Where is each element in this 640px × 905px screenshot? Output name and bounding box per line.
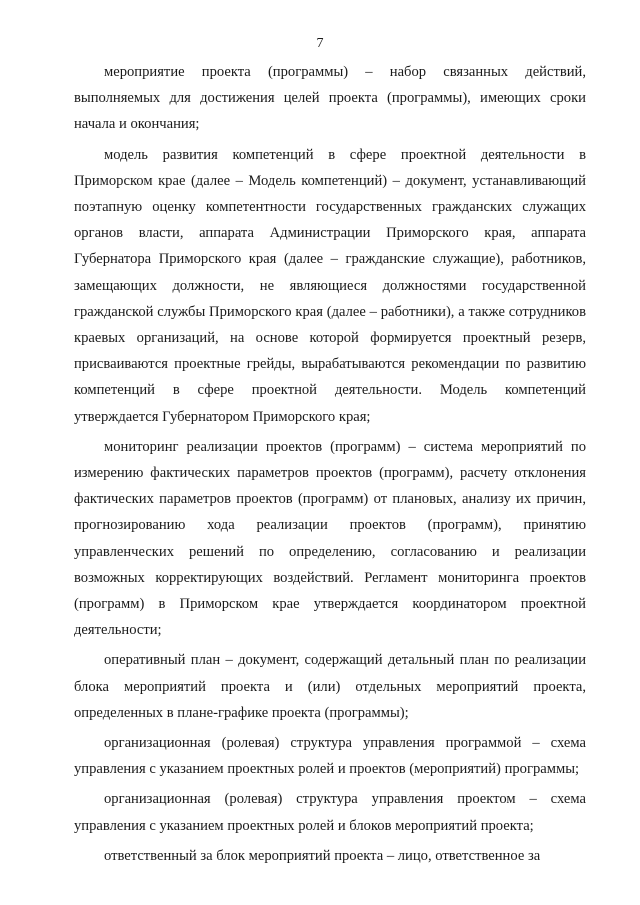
paragraph-monitoring-definition: мониторинг реализации проектов (программ) – система мероприятий по измерению фактических параметров проектов (программ), расчету отклонения фактических параметров проектов (программ) от плановых, анализу их причин, прогнозированию хода реализации проектов (программ), принятию управленческих решений по определению, согласованию и реализации возможных корректирующих воздействий. Регламент мониторинга проектов (программ) в Приморском крае утверждается координатором проектной деятельности; [74, 438, 586, 639]
paragraph-event-definition: мероприятие проекта (программы) – набор связанных действий, выполняемых для достижения целей проекта (программы), имеющих сроки начала и окончания; [74, 64, 586, 133]
paragraph-project-structure-definition: организационная (ролевая) структура управления проектом – схема управления с указанием проектных ролей и блоков мероприятий проекта; [74, 791, 586, 834]
document-body [74, 59, 586, 869]
page-number: 7 [316, 36, 324, 51]
paragraph-competency-model-definition: модель развития компетенций в сфере проектной деятельности в Приморском крае (далее – Модель компетенций) – документ, устанавливающий поэтапную оценку компетентности государственных гражданских служащих органов власти, аппарата Администрации Приморского края, аппарата Губернатора Приморского края (далее – гражданские служащие), работников, замещающих должности, не являющиеся должностями государственной гражданской службы Приморского края (далее – работники), а также сотрудников краевых организаций, на основе которой формируется проектный резерв, присваиваются проектные грейды, вырабатываются рекомендации по развитию компетенций в сфере проектной деятельности. Модель компетенций утверждается Губернатором Приморского края; [74, 146, 586, 425]
paragraph-operational-plan-definition: оперативный план – документ, содержащий детальный план по реализации блока мероприятий проекта и (или) отдельных мероприятий проекта, определенных в плане-графике проекта (программы); [74, 652, 586, 721]
paragraph-program-structure-definition: организационная (ролевая) структура управления программой – схема управления с указанием проектных ролей и проектов (мероприятий) программы; [74, 735, 586, 778]
paragraph-responsible-person-definition: ответственный за блок мероприятий проекта – лицо, ответственное за [104, 847, 541, 864]
